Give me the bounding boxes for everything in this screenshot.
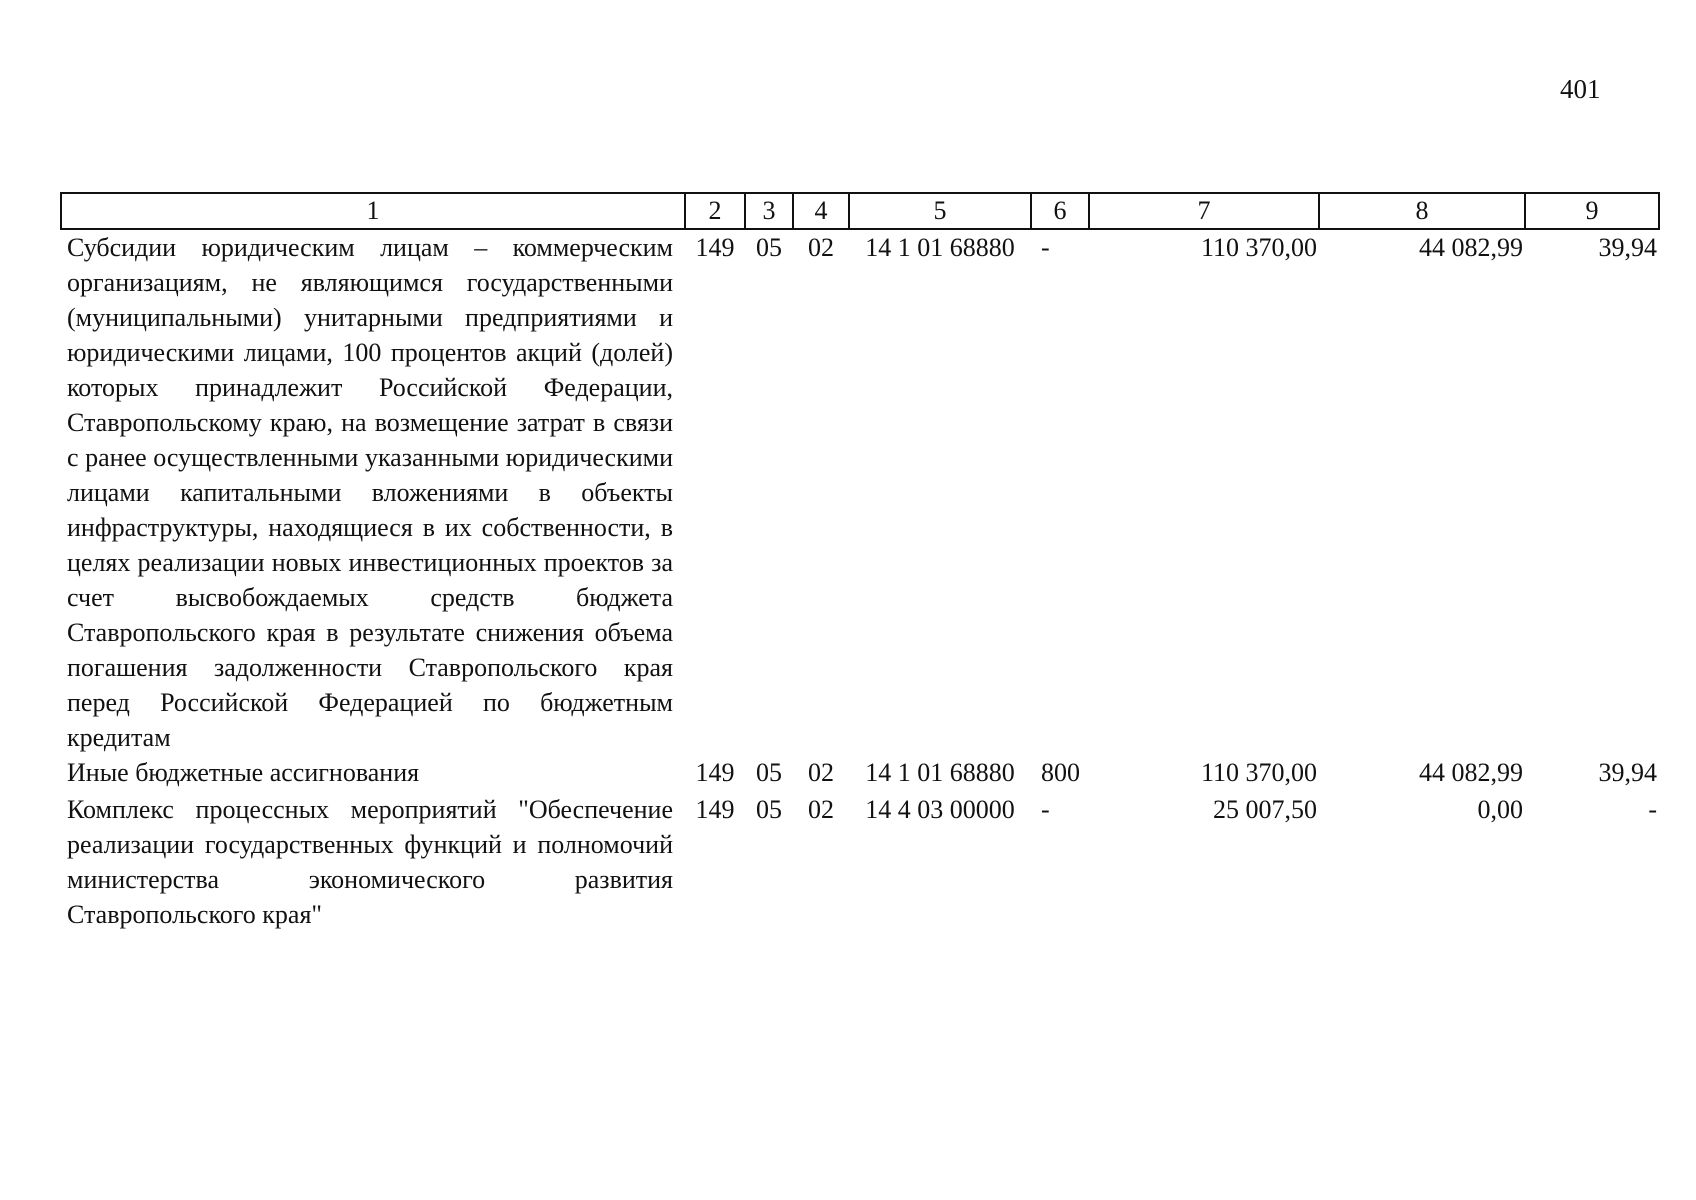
cell-code-5: 14 1 01 68880 [865, 233, 1015, 262]
column-header-8: 8 [1319, 193, 1525, 229]
cell-code-2: 149 [695, 758, 735, 787]
cell-code-4: 02 [808, 795, 834, 824]
column-header-1: 1 [61, 193, 685, 229]
column-header-6: 6 [1031, 193, 1089, 229]
cell-code-6: - [1041, 795, 1050, 824]
column-header-3: 3 [745, 193, 793, 229]
column-header-5: 5 [849, 193, 1031, 229]
cell-code-3: 05 [756, 795, 782, 824]
row-name: Субсидии юридическим лицам – коммерческим организациям, не являющимся государственными (муниципальными) унитарными предприятиями и юридическими лицами, 100 процентов акций (долей) которых принадлежит Российской Федерации, Ставропольскому краю, на возмещение затрат в связи с ранее осуществленными указанными юридическими лицами капитальными вложениями в объекты инфраструктуры, находящиеся в их собственности, в целях реализации новых инвестиционных проектов за счет высвобождаемых средств бюджета Ставропольского края в результате снижения объема погашения задолженности Ставропольского края перед Российской Федерацией по бюджетным кредитам [67, 233, 673, 752]
cell-code-2: 149 [695, 233, 735, 262]
table-row [61, 229, 1659, 755]
cell-code-2: 149 [695, 795, 735, 824]
table-header-row [61, 193, 1659, 229]
column-header-4: 4 [793, 193, 849, 229]
cell-amount-8: 44 082,99 [1419, 758, 1523, 787]
cell-percent-9: - [1648, 795, 1657, 824]
cell-code-4: 02 [808, 758, 834, 787]
budget-table [60, 192, 1660, 932]
cell-code-4: 02 [808, 233, 834, 262]
row-name: Комплекс процессных мероприятий "Обеспечение реализации государственных функций и полномочий министерства экономического развития Ставропольского края" [67, 795, 673, 929]
page-number: 401 [1560, 74, 1601, 104]
table-row [61, 790, 1659, 932]
row-name: Иные бюджетные ассигнования [67, 758, 420, 787]
cell-amount-8: 0,00 [1477, 795, 1523, 824]
column-header-2: 2 [685, 193, 745, 229]
cell-amount-7: 110 370,00 [1200, 233, 1317, 262]
cell-percent-9: 39,94 [1598, 233, 1657, 262]
cell-amount-7: 25 007,50 [1213, 795, 1317, 824]
column-header-7: 7 [1089, 193, 1319, 229]
cell-code-3: 05 [756, 233, 782, 262]
cell-code-5: 14 4 03 00000 [865, 795, 1015, 824]
cell-code-6: - [1041, 233, 1050, 262]
table-row [61, 755, 1659, 790]
cell-code-3: 05 [756, 758, 782, 787]
cell-amount-8: 44 082,99 [1419, 233, 1523, 262]
cell-code-5: 14 1 01 68880 [865, 758, 1015, 787]
column-header-9: 9 [1525, 193, 1659, 229]
cell-code-6: 800 [1041, 758, 1080, 787]
cell-amount-7: 110 370,00 [1200, 758, 1317, 787]
cell-percent-9: 39,94 [1598, 758, 1657, 787]
